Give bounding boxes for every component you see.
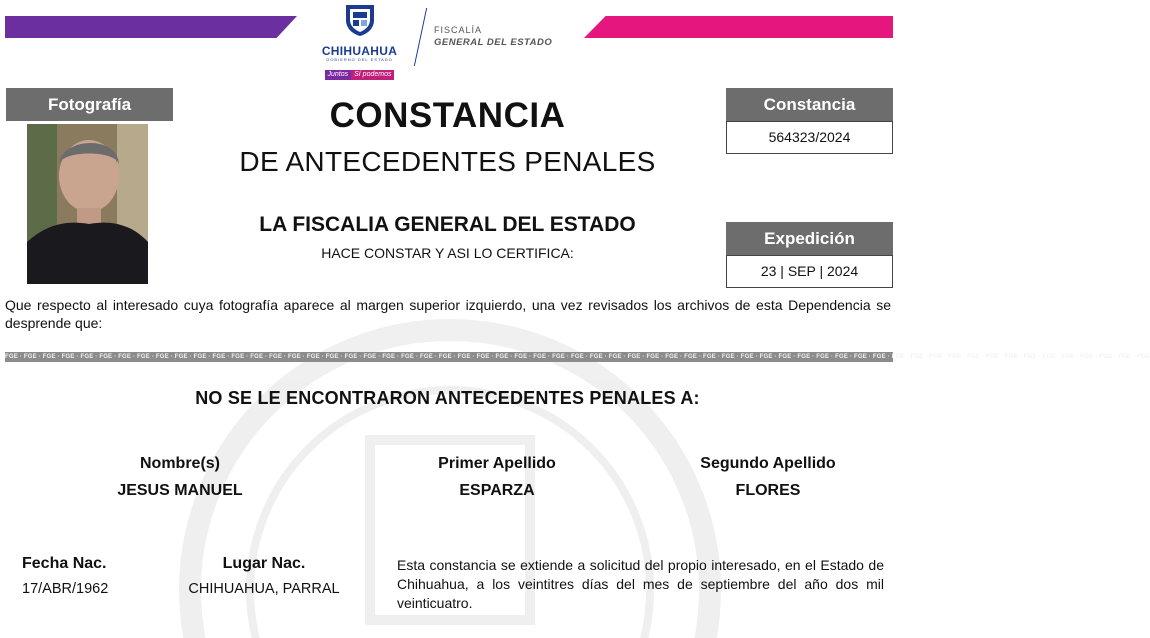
constancia-label: Constancia — [726, 88, 893, 121]
logo-tag-2: Sí podemos — [351, 70, 394, 80]
security-strip: FGE · FGE · FGE · FGE · FGE · FGE · FGE · FGE · FGE · FGE · FGE · FGE · FGE · FGE · FGE · FGE · FGE · FGE · FGE · FGE · FGE · FGE · FGE · FGE · FGE · FGE · FGE · FGE · FGE · FGE · FGE · FGE · FGE · FGE · FGE · FGE · FGE · FGE · FGE · FGE · FGE · FGE · FGE · FGE · FGE · FGE · FGE · FGE · FGE · FGE · FGE · FGE · FGE · FGE · FGE · FGE · FGE · FGE · FGE · FGE · FGE — [5, 354, 1150, 360]
logo-tag-1: Juntos — [325, 70, 352, 80]
logo-subtitle: GOBIERNO DEL ESTADO — [326, 57, 393, 62]
closing-paragraph: Esta constancia se extiende a solicitud del propio interesado, en el Estado de Chihuahua, a los veintitres días del mes de septiembre del año dos mil veinticuatro. — [397, 557, 884, 611]
result-statement: NO SE LE ENCONTRARON ANTECEDENTES PENALES A: — [195, 388, 700, 408]
fiscalia-name: GENERAL DEL ESTADO — [434, 37, 553, 48]
document-title: CONSTANCIA — [329, 96, 566, 135]
header-bar-right — [584, 16, 893, 38]
nombre-value: JESUS MANUEL — [117, 482, 243, 499]
person-photo — [27, 124, 148, 284]
certification-line: HACE CONSTAR Y ASI LO CERTIFICA: — [321, 245, 574, 261]
lugar-nac-label: Lugar Nac. — [222, 555, 306, 572]
fecha-nac-label: Fecha Nac. — [22, 555, 107, 572]
constancia-number: 564323/2024 — [726, 121, 893, 154]
segundo-apellido-label: Segundo Apellido — [700, 455, 836, 472]
expedicion-date: 23 | SEP | 2024 — [726, 255, 893, 288]
photo-label: Fotografía — [6, 88, 173, 121]
intro-paragraph: Que respecto al interesado cuya fotografía aparece al margen superior izquierdo, una vez revisados los archivos de esta Dependencia se desprende que: — [5, 297, 891, 331]
primer-apellido-value: ESPARZA — [459, 482, 535, 499]
lugar-nac-value: CHIHUAHUA, PARRAL — [188, 581, 340, 597]
header-bar-left — [5, 16, 297, 38]
segundo-apellido-value: FLORES — [735, 482, 801, 499]
expedicion-label: Expedición — [726, 222, 893, 255]
primer-apellido-label: Primer Apellido — [438, 455, 556, 472]
logo-separator — [414, 8, 427, 66]
authority-name: LA FISCALIA GENERAL DEL ESTADO — [259, 213, 636, 236]
chihuahua-logo — [312, 2, 407, 78]
state-shield-icon — [342, 2, 378, 38]
fecha-nac-value: 17/ABR/1962 — [22, 581, 109, 597]
logo-name: CHIHUAHUA — [321, 44, 398, 58]
nombre-label: Nombre(s) — [139, 455, 220, 472]
fiscalia-label: FISCALÍA — [434, 25, 483, 35]
document-subtitle: DE ANTECEDENTES PENALES — [239, 146, 656, 177]
portrait-image — [27, 124, 148, 284]
